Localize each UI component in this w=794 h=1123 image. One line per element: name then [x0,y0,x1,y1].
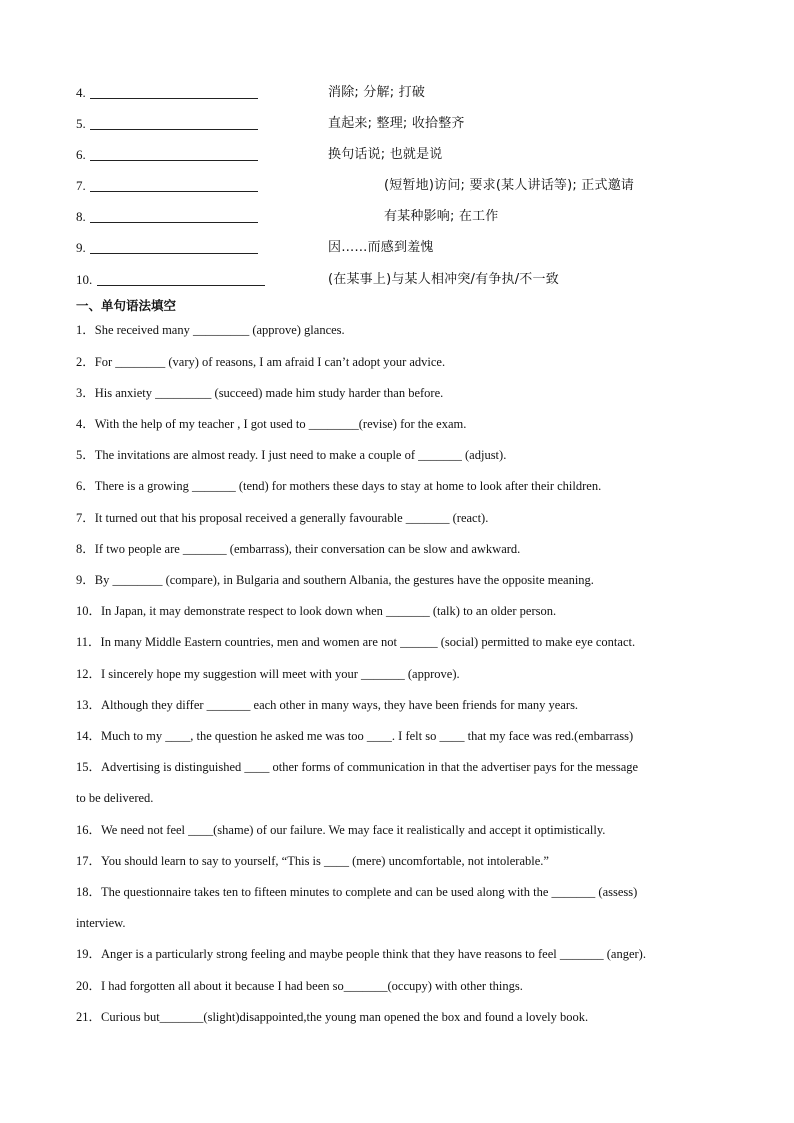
question-line: 21．Curious but_______(slight)disappointed,the young man opened the box and found a lovely book. [76,1010,589,1024]
question-line: 2．For ________ (vary) of reasons, I am afraid I can’t adopt your advice. [76,355,446,369]
vocab-meaning: 有某种影响; 在工作 [384,209,499,224]
question-line: 9．By ________ (compare), in Bulgaria and southern Albania, the gestures have the opposite meaning. [76,573,594,587]
vocab-number: 4. [76,85,86,100]
vocab-meaning: (短暂地)访问; 要求(某人讲话等); 正式邀请 [384,178,635,193]
question-line: 18．The questionnaire takes ten to fifteen minutes to complete and can be used along with the _______ (assess) [76,885,638,899]
vocab-blank [90,98,258,99]
vocab-blank [90,160,258,161]
vocab-blank [90,222,258,223]
question-line: 11．In many Middle Eastern countries, men and women are not ______ (social) permitted to make eye contact. [76,635,636,649]
question-line-continued: to be delivered. [76,791,154,805]
question-line: 14．Much to my ____, the question he asked me was too ____. I felt so ____ that my face was red.(embarrass) [76,729,634,743]
question-line: 6．There is a growing _______ (tend) for mothers these days to stay at home to look after their children. [76,479,602,493]
vocab-blank [90,253,258,254]
vocab-meaning: (在某事上)与某人相冲突/有争执/不一致 [328,272,559,287]
vocab-row [76,207,716,227]
vocab-number: 5. [76,116,86,131]
question-line: 3．His anxiety _________ (succeed) made him study harder than before. [76,386,444,400]
vocab-number: 8. [76,209,86,224]
question-line-continued: interview. [76,916,126,930]
question-line: 5．The invitations are almost ready. I just need to make a couple of _______ (adjust). [76,448,507,462]
vocab-meaning: 换句话说; 也就是说 [328,147,443,162]
vocab-row [76,176,716,196]
question-line: 8．If two people are _______ (embarrass), their conversation can be slow and awkward. [76,542,521,556]
vocab-number: 7. [76,178,86,193]
question-line: 19．Anger is a particularly strong feeling and maybe people think that they have reasons to feel _______ (anger). [76,947,646,961]
question-line: 15．Advertising is distinguished ____ other forms of communication in that the advertiser pays for the message [76,760,639,774]
section-heading: 一、单句语法填空 [76,298,177,313]
vocab-row [76,238,716,258]
vocab-number: 9. [76,240,86,255]
question-line: 10．In Japan, it may demonstrate respect to look down when _______ (talk) to an older person. [76,604,557,618]
vocab-row [76,83,716,103]
question-line: 20．I had forgotten all about it because I had been so_______(occupy) with other things. [76,979,523,993]
question-line: 13．Although they differ _______ each other in many ways, they have been friends for many years. [76,698,579,712]
question-line: 7．It turned out that his proposal received a generally favourable _______ (react). [76,511,489,525]
vocab-row [76,114,716,134]
question-line: 4．With the help of my teacher , I got used to ________(revise) for the exam. [76,417,467,431]
question-line: 17．You should learn to say to yourself, “This is ____ (mere) uncomfortable, not intolerable.” [76,854,549,868]
vocab-number: 10. [76,272,93,287]
vocab-meaning: 因……而感到羞愧 [328,240,434,255]
vocab-blank [97,285,265,286]
vocab-blank [90,191,258,192]
vocab-meaning: 直起来; 整理; 收拾整齐 [328,116,465,131]
vocab-row [76,145,716,165]
question-line: 12．I sincerely hope my suggestion will meet with your _______ (approve). [76,667,460,681]
question-line: 16．We need not feel ____(shame) of our failure. We may face it realistically and accept it optimistically. [76,823,606,837]
vocab-blank [90,129,258,130]
question-line: 1．She received many _________ (approve) glances. [76,323,345,337]
vocab-row [76,270,716,290]
vocab-number: 6. [76,147,86,162]
vocab-meaning: 消除; 分解; 打破 [328,85,426,100]
